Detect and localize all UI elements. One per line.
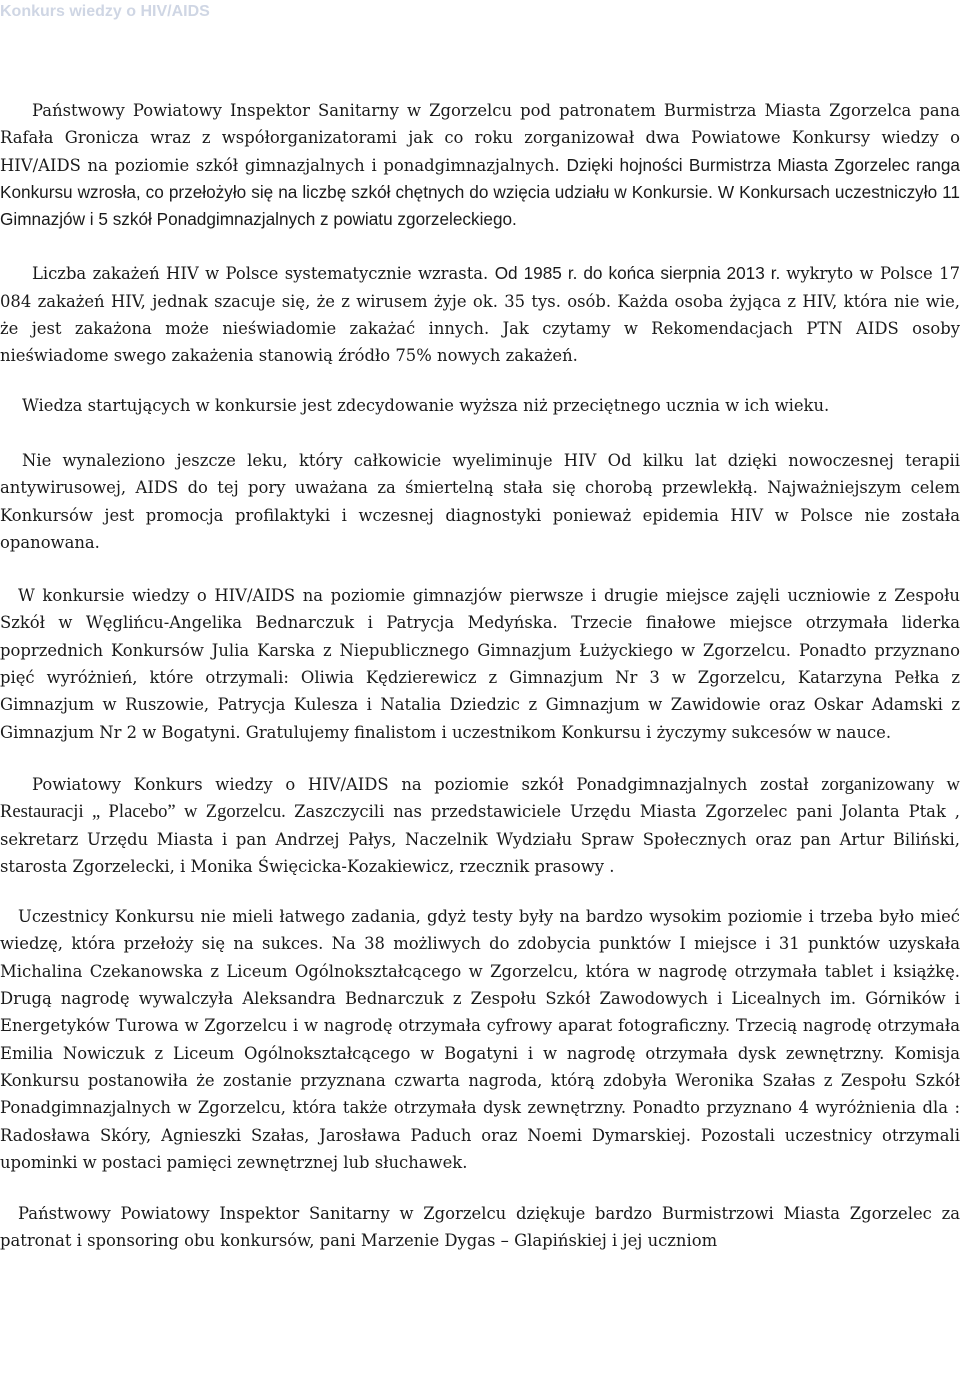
statistics-text-part-2: Od 1985 r. do końca sierpnia 2013 r. — [494, 263, 787, 284]
document-title: Konkurs wiedzy o HIV/AIDS — [0, 3, 210, 20]
paragraph-secondary-contest — [0, 771, 960, 880]
statistics-text-part-3: wykryto w Polsce 17 084 zakażeń HIV, jednak szacuje się, że z wirusem żyje ok. 35 tys. osób. Każda osoba żyjąca z HIV, która nie wie, że jest zakażona może nieświadomie zakażać innych. Jak czytamy w Rekomendacjach PTN AIDS osoby nieświadome swego zakażenia stanowią źródło 75% nowych zakażeń. — [0, 264, 960, 366]
paragraph-secondary-results: Uczestnicy Konkursu nie mieli łatwego zadania, gdyż testy były na bardzo wysokim poziomie i trzeba było mieć wiedzę, która przełoży się na sukces. Na 38 możliwych do zdobycia punktów I miejsce i 31 punktów uzyskała Michalina Czekanowska z Liceum Ogólnokształcącego w Zgorzelcu, która w nagrodę otrzymała tablet i książkę. Drugą nagrodę wywalczyła Aleksandra Bednarczuk z Zespołu Szkół Zawodowych i Licealnych im. Górników i Energetyków Turowa w Zgorzelcu i w nagrodę otrzymała cyfrowy aparat fotograficzny. Trzecią nagrodę otrzymała Emilia Nowiczuk z Liceum Ogólnokształcącego w Bogatyni i w nagrodę otrzymała dysk zewnętrzny. Komisja Konkursu postanowiła że zostanie przyznana czwarta nagroda, którą zdobyła Weronika Szałas z Zespołu Szkół Ponadgimnazjalnych w Zgorzelcu, która także otrzymała dysk zewnętrzny. Ponadto przyznano 4 wyróżnienia dla : Radosława Skóry, Agnieszki Szałas, Jarosława Paduch oraz Noemi Dymarskiej. Pozostali uczestnicy otrzymali upominki w postaci pamięci zewnętrznej lub słuchawek. — [0, 907, 960, 1172]
intro-text-part-1: Państwowy Powiatowy Inspektor Sanitarny w Zgorzelcu pod patronatem Burmistrza Miasta Zgorzelca pana Rafała Gronicza wraz z współorganizatorami jak co roku zorganizował dwa Powiatowe Konkursy wiedzy o HIV/AIDS na poziomie szkół gimnazjalnych i ponadgimnazjalnych. — [0, 101, 960, 175]
paragraph-treatment: Nie wynaleziono jeszcze leku, który całkowicie wyeliminuje HIV Od kilku lat dzięki nowoczesnej terapii antywirusowej, AIDS do tej pory uważana za śmiertelną stała się chorobą przewlekłą. Najważniejszym celem Konkursów jest promocja profilaktyki i wczesnej diagnostyki ponieważ epidemia HIV w Polsce nie została opanowana. — [0, 450, 960, 552]
paragraph-statistics — [0, 260, 960, 369]
secondary-contest-text-part-3: Zaszczycili nas przedstawiciele Urzędu Miasta Zgorzelec pani Jolanta Ptak , sekretarz Urzędu Miasta i pan Andrzej Pałys, Naczelnik Wydziału Spraw Społecznych oraz pan Artur Biliński, starosta Zgorzelecki, i Monika Święcicka-Kozakiewicz, rzecznik prasowy . — [0, 802, 960, 876]
article-body — [0, 97, 960, 1255]
secondary-contest-text-part-2: zorganizowany w Restauracji „ Placebo” w Zgorzelcu. — [0, 773, 960, 823]
intro-text-part-2: Dzięki hojności Burmistrza Miasta Zgorzelec ranga Konkursu wzrosła, co przełożyło się na liczbę szkół chętnych do wzięcia udziału w Konkursie. W Konkursach uczestniczyło 11 Gimnazjów i 5 szkół Ponadgimnazjalnych z powiatu zgorzeleckiego. — [0, 154, 960, 230]
paragraph-gymnasium-results: W konkursie wiedzy o HIV/AIDS na poziomie gimnazjów pierwsze i drugie miejsce zajęli uczniowie z Zespołu Szkół w Węglińcu-Angelika Bednarczuk i Patrycja Medyńska. Trzecie finałowe miejsce otrzymała liderka poprzednich Konkursów Julia Karska z Niepublicznego Gimnazjum Łużyckiego w Zgorzelcu. Ponadto przyznano pięć wyróżnień, które otrzymali: Oliwia Kędzierewicz z Gimnazjum Nr 3 w Zgorzelcu, Katarzyna Pełka z Gimnazjum w Ruszowie, Patrycja Kulesza i Natalia Dziedzic z Gimnazjum w Zawidowie oraz Oskar Adamski z Gimnazjum Nr 2 w Bogatyni. Gratulujemy finalistom i uczestnikom Konkursu i życzymy sukcesów w nauce. — [0, 586, 960, 742]
secondary-contest-text-part-1: Powiatowy Konkurs wiedzy o HIV/AIDS na poziomie szkół Ponadgimnazjalnych został — [32, 774, 822, 794]
statistics-text-part-1: Liczba zakażeń HIV w Polsce systematycznie wzrasta. — [32, 264, 495, 284]
paragraph-knowledge: Wiedza startujących w konkursie jest zdecydowanie wyższa niż przeciętnego ucznia w ich wieku. — [22, 395, 830, 415]
paragraph-intro — [0, 97, 960, 233]
paragraph-acknowledgements: Państwowy Powiatowy Inspektor Sanitarny w Zgorzelcu dziękuje bardzo Burmistrzowi Miasta Zgorzelec za patronat i sponsoring obu konkursów, pani Marzenie Dygas – Glapińskiej i jej uczniom — [0, 1204, 960, 1251]
